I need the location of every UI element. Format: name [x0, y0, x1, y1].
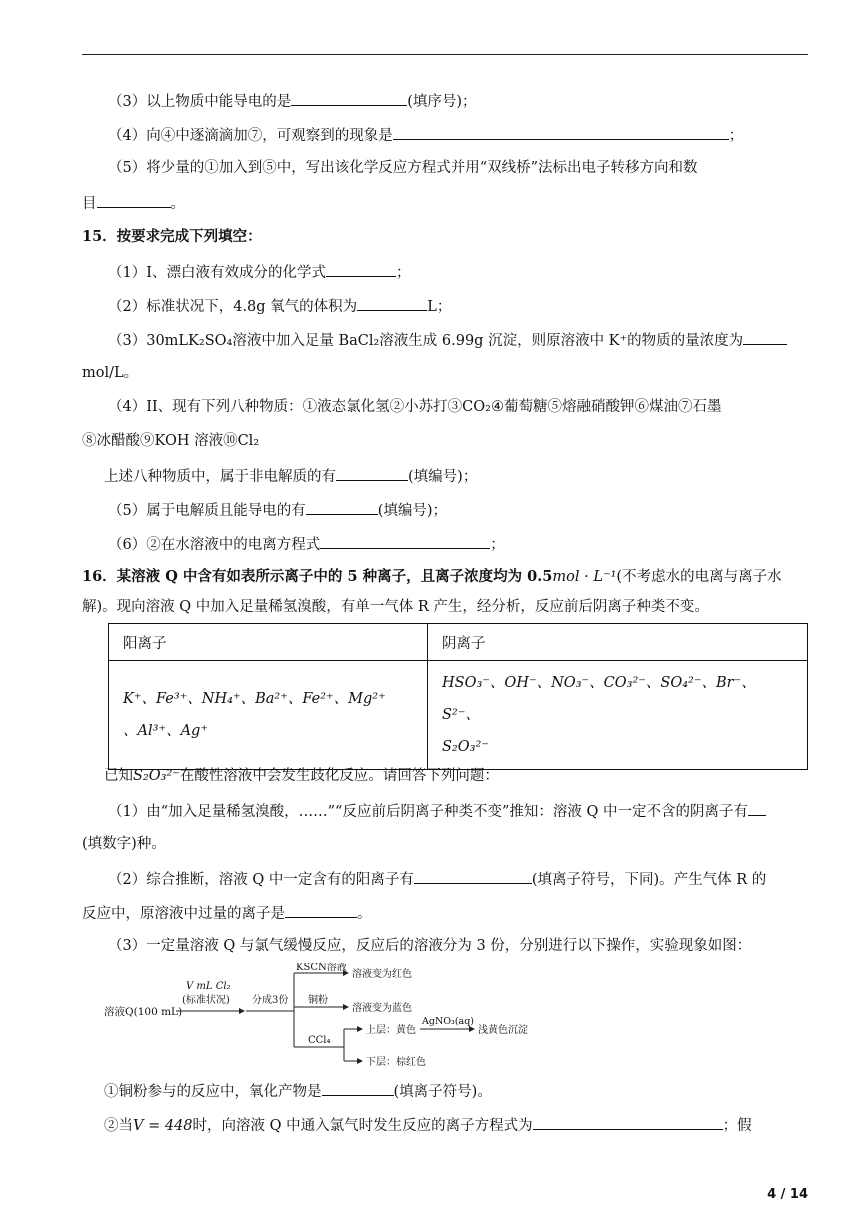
anion-header: 阴离子 — [428, 624, 808, 661]
branch1-reagent: KSCN溶液 — [296, 963, 347, 973]
answer-blank[interactable] — [306, 499, 378, 515]
answer-blank[interactable] — [336, 465, 408, 481]
answer-blank[interactable] — [285, 902, 357, 918]
q16-part3-1: ①铜粉参与的反应中，氧化产物是 (填离子符号)。 — [104, 1080, 830, 1102]
q15-part5: （5）属于电解质且能导电的有 (填编号)； — [108, 499, 808, 521]
answer-blank[interactable] — [743, 329, 787, 345]
q16-part3-2: ②当V = 448时，向溶液 Q 中通入氯气时发生反应的离子方程式为 ；假 — [104, 1114, 830, 1136]
q16-part3: （3）一定量溶液 Q 与氯气缓慢反应，反应后的溶液分为 3 份，分别进行以下操作，实验现象如图： — [108, 938, 752, 954]
q14-part3: （3）以上物质中能导电的是 (填序号)； — [108, 90, 808, 112]
branch2-result: 溶液变为蓝色 — [352, 1003, 412, 1014]
experiment-flow-diagram — [104, 963, 544, 1071]
upper-layer: 上层：黄色 — [366, 1025, 416, 1036]
split-label: 分成3份 — [252, 995, 289, 1006]
cation-list: K⁺、Fe³⁺、NH₄⁺、Ba²⁺、Fe²⁺、Mg²⁺ 、Al³⁺、Ag⁺ — [109, 661, 428, 770]
q15-part4: （4）II、现有下列八种物质：①液态氯化氢②小苏打③CO₂④葡萄糖⑤熔融硝酸钾⑥煤油⑦石墨 — [108, 399, 722, 415]
answer-blank[interactable] — [357, 295, 427, 311]
lower-layer: 下层：棕红色 — [366, 1057, 426, 1068]
answer-blank[interactable] — [320, 533, 490, 549]
q15-part6: （6）②在水溶液中的电离方程式 ； — [108, 533, 808, 555]
cation-header: 阳离子 — [109, 624, 428, 661]
answer-blank[interactable] — [533, 1114, 723, 1130]
answer-blank[interactable] — [322, 1080, 394, 1096]
q15-part1: （1）I、漂白液有效成分的化学式 ； — [108, 261, 808, 283]
q16-intro-cont: 解)。现向溶液 Q 中加入足量稀氢溴酸，有单一气体 R 产生，经分析，反应前后阴离子种类不变。 — [82, 599, 709, 615]
q16-part1-cont: (填数字)种。 — [82, 836, 166, 852]
q16-part2: （2）综合推断，溶液 Q 中一定含有的阳离子有 (填离子符号，下同)。产生气体 R 的 — [108, 868, 808, 890]
anion-list: HSO₃⁻、OH⁻、NO₃⁻、CO₃²⁻、SO₄²⁻、Br⁻、S²⁻、 S₂O₃²⁻ — [428, 661, 808, 770]
reagent-condition: (标准状况) — [182, 995, 230, 1006]
q16-part2-cont: 反应中，原溶液中过量的离子是 。 — [82, 902, 808, 924]
q15-title: 15．按要求完成下列填空： — [82, 228, 262, 245]
q16-title: 16．某溶液 Q 中含有如表所示离子中的 5 种离子，且离子浓度均为 0.5mol · L⁻¹(不考虑水的电离与离子水 — [82, 568, 782, 585]
q14-part5: （5）将少量的①加入到⑤中，写出该化学反应方程式并用“双线桥”法标出电子转移方向和数 — [108, 160, 698, 176]
q16-part1: （1）由“加入足量稀氢溴酸，……”“反应前后阴离子种类不变”推知：溶液 Q 中一定不含的阴离子有 — [108, 800, 808, 822]
q15-part4-cont: ⑧冰醋酸⑨KOH 溶液⑩Cl₂ — [82, 433, 260, 449]
q15-part4-question: 上述八种物质中，属于非电解质的有 (填编号)； — [104, 465, 830, 487]
upper-result: 浅黄色沉淀 — [478, 1025, 528, 1036]
q16-note: 已知S₂O₃²⁻在酸性溶液中会发生歧化反应。请回答下列问题： — [104, 768, 499, 784]
q15-part2: （2）标准状况下，4.8g 氧气的体积为 L； — [108, 295, 808, 317]
answer-blank[interactable] — [291, 90, 407, 106]
q15-part3-cont: mol/L。 — [82, 365, 139, 381]
upper-reagent: AgNO₃(aq) — [422, 1016, 475, 1027]
reagent-cl2: V mL Cl₂ — [186, 981, 231, 992]
ion-table — [108, 623, 808, 770]
answer-blank[interactable] — [748, 800, 766, 816]
start-solution: 溶液Q(100 mL) — [104, 1006, 183, 1018]
page-number: 4 / 14 — [767, 1187, 808, 1202]
answer-blank[interactable] — [326, 261, 396, 277]
header-rule — [82, 54, 808, 55]
answer-blank[interactable] — [97, 192, 171, 208]
branch1-result: 溶液变为红色 — [352, 969, 412, 980]
answer-blank[interactable] — [393, 124, 729, 140]
branch3-reagent: CCl₄ — [308, 1035, 331, 1046]
q14-part5-cont: 目 。 — [82, 192, 808, 214]
q14-part4: （4）向④中逐滴滴加⑦，可观察到的现象是 ； — [108, 124, 808, 146]
answer-blank[interactable] — [414, 868, 532, 884]
q15-part3: （3）30mLK₂SO₄溶液中加入足量 BaCl₂溶液生成 6.99g 沉淀，则原溶液中 K⁺的物质的量浓度为 — [108, 329, 808, 351]
branch2-reagent: 铜粉 — [308, 995, 328, 1006]
